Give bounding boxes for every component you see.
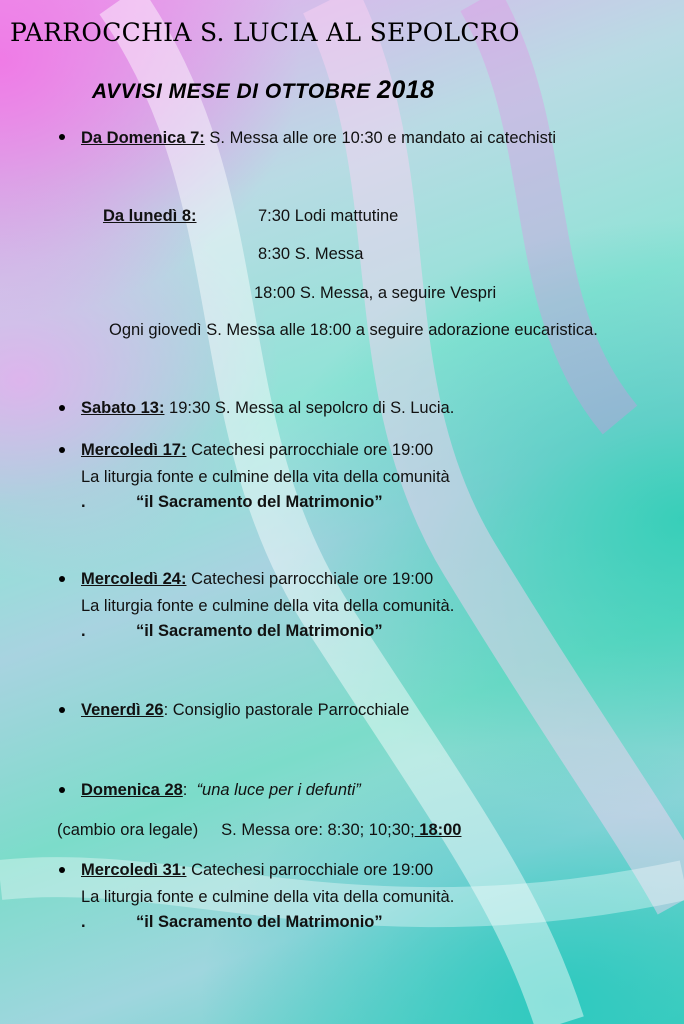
bullet <box>59 787 65 793</box>
notice-text: 19:30 S. Messa al sepolcro di S. Lucia. <box>169 399 455 417</box>
notice-line2: La liturgia fonte e culmine della vita della comunità. <box>81 597 455 615</box>
bullet <box>59 707 65 713</box>
notice-dot: . <box>81 913 86 931</box>
bullet <box>59 867 65 873</box>
notice-giovedi: Ogni giovedì S. Messa alle 18:00 a seguire adorazione eucaristica. <box>109 321 598 339</box>
notice-label: Sabato 13: <box>81 399 165 417</box>
notice-lunedi-8-label: Da lunedì 8: <box>103 207 197 225</box>
notice-mercoledi-31 <box>81 861 433 880</box>
notice-text: : Consiglio pastorale Parrocchiale <box>163 701 410 719</box>
notice-text: : <box>182 781 197 799</box>
notice-sabato-13 <box>81 399 454 418</box>
subtitle-year: 2018 <box>376 76 435 104</box>
notice-label: Domenica 28 <box>81 781 183 799</box>
notice-lunedi-8-line: 18:00 S. Messa, a seguire Vespri <box>254 284 497 302</box>
notice-label: Mercoledì 17: <box>81 441 187 459</box>
notice-label: Da Domenica 7: <box>81 129 205 147</box>
notice-text: Catechesi parrocchiale ore 19:00 <box>191 861 434 879</box>
notice-line3: “il Sacramento del Matrimonio” <box>136 493 383 511</box>
bullet <box>59 576 65 582</box>
notice-line3: “il Sacramento del Matrimonio” <box>136 622 383 640</box>
notice-note: (cambio ora legale) S. Messa ore: 8:30; 10;30; <box>57 821 415 839</box>
notice-label: Mercoledì 24: <box>81 570 187 588</box>
notice-label: Venerdì 26 <box>81 701 164 719</box>
notice-dot: . <box>81 622 86 640</box>
notice-text: S. Messa alle ore 10:30 e mandato ai catechisti <box>209 129 557 147</box>
notice-lunedi-8-line: 7:30 Lodi mattutine <box>258 207 399 225</box>
notice-cambio-ora <box>57 821 461 840</box>
notice-mercoledi-24 <box>81 570 433 589</box>
notice-domenica-28 <box>81 781 361 800</box>
notice-line3: “il Sacramento del Matrimonio” <box>136 913 383 931</box>
notice-line2: La liturgia fonte e culmine della vita della comunità <box>81 468 450 486</box>
notice-text: Catechesi parrocchiale ore 19:00 <box>191 441 434 459</box>
notice-lunedi-8-line: 8:30 S. Messa <box>258 245 364 263</box>
subtitle-text: AVVISI MESE DI OTTOBRE <box>92 80 371 103</box>
notice-dot: . <box>81 493 86 511</box>
bullet <box>59 447 65 453</box>
notice-mercoledi-17 <box>81 441 433 460</box>
notice-label: Mercoledì 31: <box>81 861 187 879</box>
page-title: PARROCCHIA S. LUCIA AL SEPOLCRO <box>10 18 520 47</box>
notice-text-italic: “una luce per i defunti” <box>196 781 361 799</box>
bullet <box>59 134 65 140</box>
notice-note-bold: 18:00 <box>414 821 462 839</box>
notice-domenica-7 <box>81 129 556 148</box>
notice-text: Catechesi parrocchiale ore 19:00 <box>191 570 434 588</box>
notice-venerdi-26 <box>81 701 409 720</box>
bullet <box>59 405 65 411</box>
notice-line2: La liturgia fonte e culmine della vita della comunità. <box>81 888 455 906</box>
page-subtitle <box>92 76 435 105</box>
